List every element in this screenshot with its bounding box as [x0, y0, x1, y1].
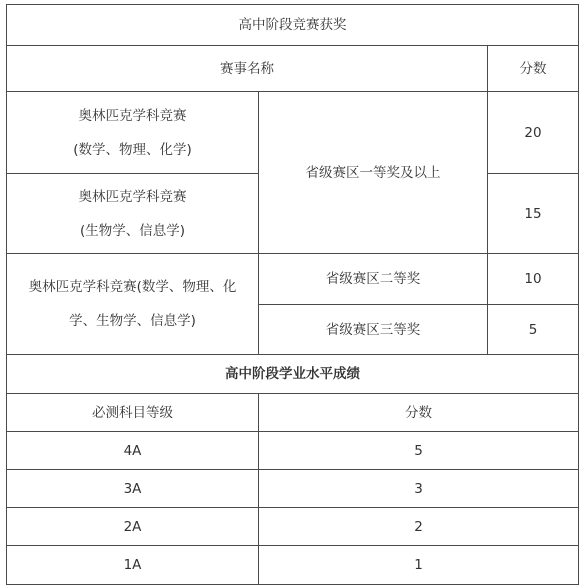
section1-title: 高中阶段竞赛获奖: [7, 5, 579, 46]
first-prize-cell: 省级赛区一等奖及以上: [259, 92, 488, 254]
grade-cell: 2A: [7, 508, 259, 546]
section1-title-row: [7, 5, 579, 46]
event-cell-olympiad-bio-info: [7, 174, 259, 254]
third-prize-cell: 省级赛区三等奖: [259, 305, 488, 355]
table-row: [7, 432, 579, 470]
grade-score-cell: 5: [259, 432, 579, 470]
score-cell: 20: [488, 92, 579, 174]
event-line: 奥林匹克学科竞赛(数学、物理、化: [28, 279, 237, 295]
table-row: [7, 470, 579, 508]
event-line: (生物学、信息学): [79, 222, 186, 239]
grade-score-cell: 1: [259, 546, 579, 585]
section2-title-row: [7, 355, 579, 394]
event-line: 学、生物学、信息学): [69, 313, 196, 329]
event-line: 奥林匹克学科竞赛: [78, 188, 187, 205]
section2-header-row: [7, 394, 579, 432]
score-cell: 10: [488, 254, 579, 305]
grade-score-cell: 2: [259, 508, 579, 546]
score-header: 分数: [488, 46, 579, 92]
event-line: (数学、物理、化学): [73, 141, 192, 158]
score-cell: 15: [488, 174, 579, 254]
grade-cell: 3A: [7, 470, 259, 508]
grade-cell: 1A: [7, 546, 259, 585]
grade-header: 必测科目等级: [7, 394, 259, 432]
table-row: [7, 546, 579, 585]
score-cell: 5: [488, 305, 579, 355]
grade-cell: 4A: [7, 432, 259, 470]
table-row: [7, 254, 579, 305]
table-row: [7, 508, 579, 546]
grade-score-cell: 3: [259, 470, 579, 508]
event-line: 奥林匹克学科竞赛: [78, 107, 187, 124]
event-name-header: 赛事名称: [7, 46, 488, 92]
section2-title: 高中阶段学业水平成绩: [7, 355, 579, 394]
grade-score-header: 分数: [259, 394, 579, 432]
section1-header-row: [7, 46, 579, 92]
event-cell-olympiad-math-physics-chem: [7, 92, 259, 174]
score-table: [6, 4, 579, 585]
second-prize-cell: 省级赛区二等奖: [259, 254, 488, 305]
event-cell-olympiad-all: [7, 254, 259, 355]
table-row: [7, 92, 579, 174]
